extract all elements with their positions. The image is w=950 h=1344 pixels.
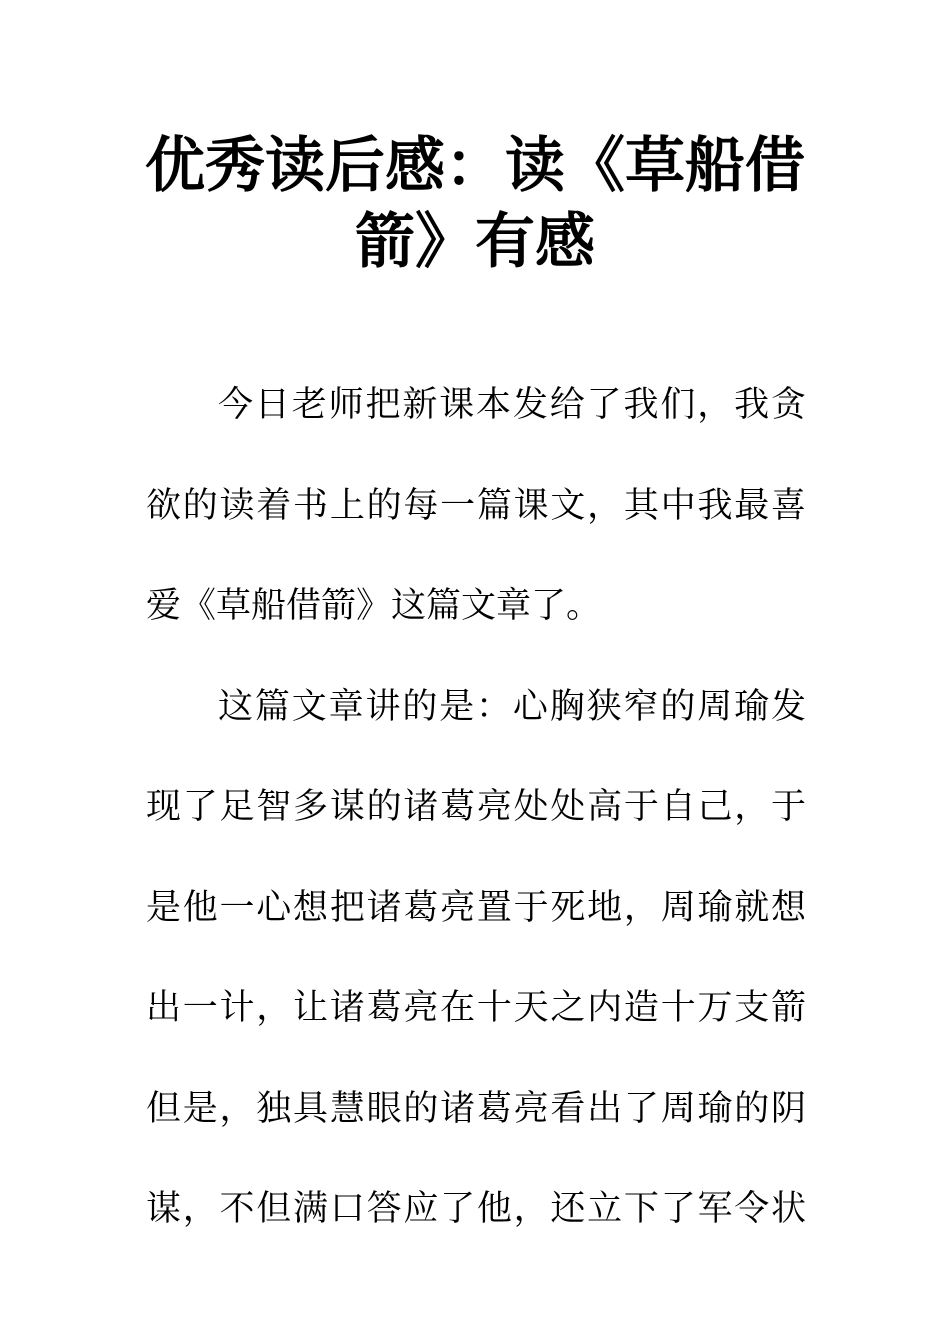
document-body [146, 370, 806, 1275]
title-line-2: 箭》有感 [355, 207, 595, 277]
title-line-1: 优秀读后感：读《草船借 [145, 131, 805, 201]
paragraph-1 [146, 370, 806, 672]
paragraph-line: 今日老师把新课本发给了我们，我贪 [218, 385, 806, 425]
paragraph-line: 欲的读着书上的每一篇课文，其中我最喜 [146, 485, 806, 526]
paragraph-line: 是他一心想把诸葛亮置于死地，周瑜就想 [146, 887, 806, 928]
document-title [145, 128, 805, 280]
paragraph-2 [146, 672, 806, 1275]
paragraph-line: 爱《草船借箭》这篇文章了。 [146, 586, 602, 626]
paragraph-line: 出一计，让诸葛亮在十天之内造十万支箭 [146, 988, 806, 1028]
paragraph-line: 现了足智多谋的诸葛亮处处高于自己，于 [146, 787, 806, 827]
paragraph-line: 这篇文章讲的是：心胸狭窄的周瑜发 [218, 686, 806, 727]
paragraph-line: 但是，独具慧眼的诸葛亮看出了周瑜的阴 [146, 1088, 806, 1129]
paragraph-line: 谋，不但满口答应了他，还立下了军令状 [146, 1189, 806, 1229]
